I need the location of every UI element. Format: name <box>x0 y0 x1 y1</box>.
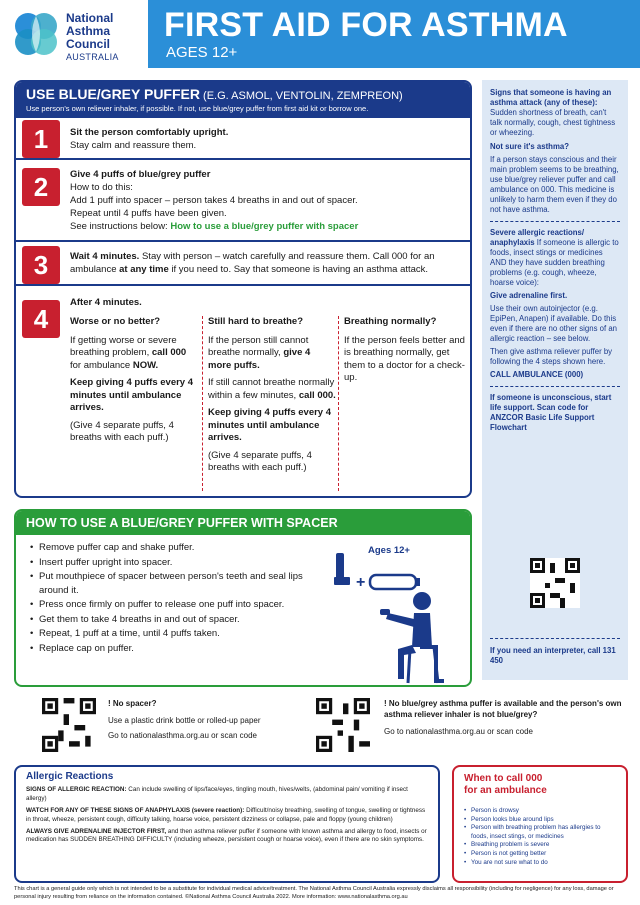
page-subtitle: AGES 12+ <box>166 44 238 61</box>
worse-column: Worse or no better? If getting worse or severe breathing problem, call 000 for ambulance NOW. Keep giving 4 puffs every 4 minutes until ambulance arrives. (Give 4 separate puffs, 4 breaths with each puff.) <box>70 316 198 450</box>
org-logo <box>14 8 154 64</box>
signs-heading: Signs that someone is having an asthma attack (any of these): <box>490 88 612 107</box>
step-title: After 4 minutes. <box>70 297 142 308</box>
step-2 <box>16 160 470 242</box>
list-item: • Replace cap on puffer. <box>30 642 320 656</box>
step-line: Repeat until 4 puffs have been given. <box>70 208 227 219</box>
page-title: FIRST AID FOR ASTHMA <box>164 6 568 44</box>
call-ambulance: CALL AMBULANCE (000) <box>490 370 584 379</box>
title-band <box>148 0 640 68</box>
puffer-steps-panel <box>14 80 472 498</box>
when-to-call-list <box>464 807 616 867</box>
interpreter-note: If you need an interpreter, call 131 450 <box>490 646 616 665</box>
header <box>0 0 640 68</box>
svg-text:+: + <box>356 574 366 591</box>
no-puffer-link[interactable]: Go to nationalasthma.org.au or scan code <box>384 727 533 736</box>
breathing-normally-column: Breathing normally? If the person feels better and is breathing normally, get them to a doctor for a check-up. <box>344 316 472 390</box>
column-heading: Still hard to breathe? <box>208 316 304 327</box>
step-4 <box>16 286 470 498</box>
divider <box>490 638 620 639</box>
spacer-heading: HOW TO USE A BLUE/GREY PUFFER WITH SPACER <box>16 511 470 535</box>
spacer-instructions-link[interactable]: How to use a blue/grey puffer with spacer <box>170 221 359 232</box>
divider <box>490 386 620 387</box>
step-number: 4 <box>22 300 60 338</box>
allergic-heading: Allergic Reactions <box>26 771 114 782</box>
puffer-examples: (E.G. ASMOL, VENTOLIN, ZEMPREON) <box>200 90 403 102</box>
step-1 <box>16 118 470 160</box>
disclaimer-footer: This chart is a general guide only which is not intended to be a substitute for individual medical advice/treatment. The National Asthma Council Australia expressly disclaims all responsibility (including for negligence) for any loss, damage or personal injury resulting from reliance on the information contained. ©National Asthma Council Australia 2022. More information: www.nationalasthma.org.au <box>14 886 614 900</box>
when-to-call-heading: When to call 000 for an ambulance <box>464 773 547 796</box>
still-hard-column: Still hard to breathe? If the person still cannot breathe normally, give 4 more puffs. If still cannot breathe normally within a few minutes, call 000. Keep giving 4 puffs every 4 minutes until ambulance arrives. (Give 4 separate puffs, 4 breaths with each puff.) <box>208 316 336 473</box>
column-heading: Breathing normally? <box>344 316 437 327</box>
list-item: • Repeat, 1 puff at a time, until 4 puffs taken. <box>30 627 320 641</box>
puffer-heading: USE BLUE/GREY PUFFER <box>26 86 200 102</box>
list-item: • Press once firmly on puffer to release one puff into spacer. <box>30 598 320 612</box>
list-item: • Person is not getting better <box>464 850 616 859</box>
qr-code-icon[interactable] <box>530 558 580 608</box>
list-item: • Person looks blue around lips <box>464 816 616 825</box>
unconscious-note: If someone is unconscious, start life support. Scan code for ANZCOR Basic Life Support Flowchart <box>490 393 612 432</box>
list-item: • You are not sure what to do <box>464 859 616 868</box>
puffer-subheading: Use person's own reliever inhaler, if possible. If not, use blue/grey puffer from first aid kit or borrow one. <box>26 104 369 113</box>
list-item: • Get them to take 4 breaths in and out of spacer. <box>30 613 320 627</box>
list-item: • Remove puffer cap and shake puffer. <box>30 541 320 555</box>
list-item: • Put mouthpiece of spacer between person's teeth and seal lips around it. <box>30 570 320 597</box>
no-puffer-note: ! No blue/grey asthma puffer is available and the person's own asthma reliever inhaler is not blue/grey? Go to nationalasthma.org.au or scan code <box>384 698 628 737</box>
step-number: 2 <box>22 168 60 206</box>
list-item: • Breathing problem is severe <box>464 841 616 850</box>
step-line: See instructions below: <box>70 221 171 232</box>
qr-code-icon[interactable] <box>316 698 370 752</box>
column-divider <box>202 316 203 491</box>
puffer-steps-header <box>16 82 470 118</box>
spacer-instructions-panel <box>14 509 472 687</box>
step-3: 3 Wait 4 minutes. Stay with person – watch carefully and reassure them. Call 000 for an ambulance at any time if you need to. Say that someone is having an asthma attack. <box>16 242 470 286</box>
step-4-columns <box>70 316 464 491</box>
step-title: Give 4 puffs of blue/grey puffer <box>70 169 211 180</box>
column-heading: Worse or no better? <box>70 316 161 327</box>
list-item: • Person is drowsy <box>464 807 616 816</box>
org-name: National Asthma Council AUSTRALIA <box>66 11 119 62</box>
allergic-reactions-panel: Allergic Reactions SIGNS OF ALLERGIC REACTION: Can include swelling of lips/face/eyes, tingling mouth, hives/welts, (abdominal pain/ vomiting if insect allergy) WATCH FOR ANY OF THESE SIGNS OF ANAPHYLAXIS (severe reaction): Difficult/noisy breathing, swelling of tongue, swelling or tightness in throat, wheeze, persistent cough, difficulty talking, hoarse voice, persistent dizziness or collapse, pale and floppy (young children) ALWAYS GIVE ADRENALINE INJECTOR FIRST, and then asthma reliever puffer if someone with known asthma and allergy to food, insects or medication has SUDDEN BREATHING DIFFICULTY (including wheeze, persistent cough or hoarse voice), even if there are no skin symptoms. <box>14 765 440 883</box>
not-sure-heading: Not sure it's asthma? <box>490 142 569 151</box>
step-number: 3 <box>22 246 60 284</box>
step-number: 1 <box>22 120 60 158</box>
qr-code-icon[interactable] <box>42 698 96 752</box>
seated-person-icon <box>374 589 454 685</box>
step-body: Stay calm and reassure them. <box>70 140 197 151</box>
step-line: How to do this: <box>70 182 133 193</box>
info-sidebar: Signs that someone is having an asthma attack (any of these): Sudden shortness of breath, can't talk normally, cough, chest tightness or wheezing. Not sure it's asthma? If a person stays conscious and their main problem seems to be breathing, use blue/grey reliever puffer and call ambulance on 000. This medicine is unlikely to harm them even if they do not have asthma. Severe allergic reactions/ anaphylaxis If someone is allergic to foods, insect stings or medicines AND they have sudden breathing problems (e.g. cough, wheeze, hoarse voice): Give adrenaline first. Use their own autoinjector (e.g. EpiPen, Anapen) if available. Do this even if there are no other signs of an allergic reaction – see below. Then give asthma reliever puffer by following the 4 steps shown here. CALL AMBULANCE (000) If someone is unconscious, start life support. Scan code for ANZCOR Basic Life Support Flowchart If you need an interpreter, call 131 450 <box>482 80 628 680</box>
step-title: Sit the person comfortably upright. <box>70 127 229 138</box>
list-item: • Insert puffer upright into spacer. <box>30 556 320 570</box>
no-spacer-link[interactable]: Go to nationalasthma.org.au or scan code <box>108 731 257 740</box>
spacer-steps-list <box>30 541 320 656</box>
ages-label: Ages 12+ <box>368 545 410 556</box>
column-divider <box>338 316 339 491</box>
no-spacer-note: ! No spacer? Use a plastic drink bottle or rolled-up paper Go to nationalasthma.org.au or scan code <box>108 698 278 741</box>
when-to-call-panel <box>452 765 628 883</box>
severe-allergy-heading: Severe allergic reactions/ anaphylaxis <box>490 228 585 247</box>
list-item: • Person with breathing problem has allergies to foods, insect stings, or medicines <box>464 824 616 841</box>
step-line: Add 1 puff into spacer – person takes 4 breaths in and out of spacer. <box>70 195 358 206</box>
divider <box>490 221 620 222</box>
logo-mark-icon <box>14 12 58 56</box>
